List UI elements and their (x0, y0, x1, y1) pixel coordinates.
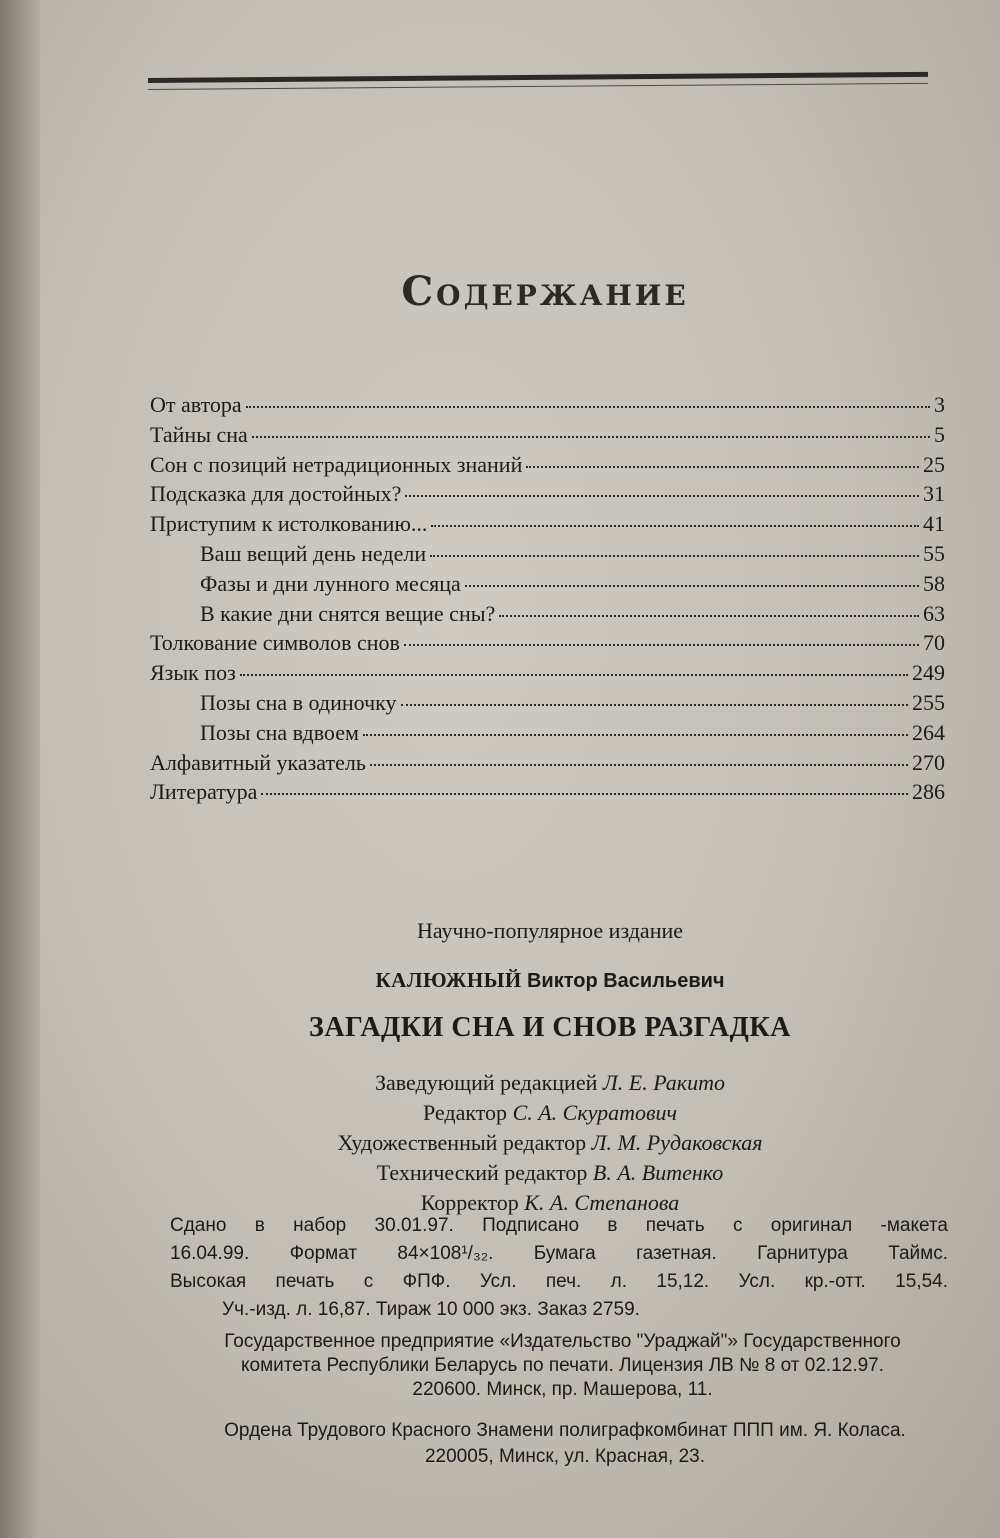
toc-leader-dots (240, 674, 908, 676)
author-given-names: Виктор Васильевич (526, 970, 725, 992)
toc-entry-page: 70 (923, 630, 945, 656)
toc-entry-page: 270 (912, 749, 945, 775)
publisher-line: 220600. Минск, пр. Машерова, 11. (412, 1379, 713, 1400)
toc-entry-page: 41 (923, 511, 945, 537)
toc-entry (150, 481, 945, 511)
toc-entry (150, 392, 945, 422)
toc-entry-title: От автора (150, 392, 242, 417)
toc-entry-title: Алфавитный указатель (150, 749, 366, 775)
toc-leader-dots (430, 555, 919, 557)
credit-role: Технический редактор (376, 1160, 588, 1185)
toc-entry-title: Литература (150, 779, 258, 805)
toc-entry (150, 422, 945, 452)
toc-entry-page: 264 (912, 719, 945, 745)
toc-leader-dots (252, 436, 930, 438)
toc-entry-title: Сон с позиций нетрадиционных знаний (150, 451, 523, 477)
toc-entry-title: Позы сна вдвоем (200, 719, 359, 745)
editorial-credits (150, 1068, 950, 1218)
credit-line (150, 1098, 950, 1128)
credit-name: В. А. Витенко (592, 1160, 724, 1185)
toc-entry-page: 286 (912, 779, 945, 805)
toc-entry-title: Фазы и дни лунного месяца (200, 570, 461, 596)
publisher-info (170, 1330, 955, 1402)
toc-entry (150, 630, 945, 660)
credit-role: Художественный редактор (337, 1130, 587, 1155)
printer-line: 220005, Минск, ул. Красная, 23. (424, 1446, 705, 1467)
spec-line: Уч.-изд. л. 16,87. Тираж 10 000 экз. Заказ 2759. (222, 1299, 640, 1320)
toc-entry (150, 511, 945, 541)
toc-entry-page: 58 (923, 570, 945, 596)
toc-leader-dots (363, 734, 908, 736)
top-rule-thin (148, 83, 928, 90)
toc-entry (150, 660, 945, 690)
toc-entry (150, 452, 945, 482)
toc-entry-page: 63 (923, 600, 945, 626)
edition-genre: Научно-популярное издание (416, 918, 684, 943)
page-gutter-shadow (0, 0, 40, 1538)
spec-line: 16.04.99. Формат 84×108¹/₃₂. Бумага газетная. Гарнитура Таймс. (170, 1243, 948, 1264)
toc-entry-page: 31 (923, 481, 945, 507)
author-name (150, 968, 950, 993)
toc-entry-title: Подсказка для достойных? (150, 481, 402, 507)
toc-leader-dots (405, 495, 919, 497)
table-of-contents (150, 392, 945, 809)
credit-line (150, 1068, 950, 1098)
toc-entry (150, 750, 945, 780)
toc-subentry (150, 601, 945, 631)
publisher-line: Государственное предприятие «Издательство "Ураджай"» Государственного (224, 1331, 901, 1352)
toc-leader-dots (465, 585, 919, 587)
credit-role: Корректор (420, 1190, 519, 1215)
toc-leader-dots (404, 644, 919, 646)
credit-name: Л. Е. Ракито (602, 1070, 725, 1095)
credit-role: Редактор (422, 1100, 508, 1125)
credit-role: Заведующий редакцией (375, 1070, 598, 1095)
printer-line: Ордена Трудового Красного Знамени полиграфкомбинат ППП им. Я. Коласа. (224, 1420, 906, 1441)
spec-line: Высокая печать с ФПФ. Усл. печ. л. 15,12. Усл. кр.-отт. 15,54. (170, 1271, 948, 1292)
toc-entry-title: В какие дни снятся вещие сны? (200, 600, 496, 626)
toc-subentry (150, 720, 945, 750)
toc-leader-dots (526, 466, 919, 468)
spec-line: Сдано в набор 30.01.97. Подписано в печать с оригинал -макета (170, 1215, 948, 1236)
toc-entry (150, 779, 945, 809)
credit-name: Л. М. Рудаковская (591, 1130, 763, 1155)
toc-leader-dots (370, 764, 908, 766)
toc-entry-title: Позы сна в одиночку (200, 689, 397, 715)
toc-leader-dots (246, 406, 930, 408)
print-specifications (170, 1212, 948, 1324)
toc-leader-dots (499, 615, 919, 617)
credit-line (150, 1128, 950, 1158)
toc-subentry (150, 690, 945, 720)
toc-leader-dots (401, 704, 908, 706)
book-title: ЗАГАДКИ СНА И СНОВ РАЗГАДКА (309, 1012, 791, 1043)
printer-info (170, 1418, 960, 1470)
toc-leader-dots (431, 525, 919, 527)
toc-entry-page: 55 (923, 540, 945, 566)
toc-entry-title: Толкование символов снов (150, 630, 400, 656)
toc-entry-title: Ваш вещий день недели (200, 540, 427, 566)
toc-entry-title: Язык поз (150, 660, 236, 686)
author-surname: КАЛЮЖНЫЙ (375, 968, 522, 992)
top-rule (148, 72, 928, 83)
toc-entry-page: 3 (934, 392, 945, 417)
toc-entry-title: Приступим к истолкованию... (150, 511, 428, 537)
toc-leader-dots (261, 793, 908, 795)
contents-heading: Содержание (401, 268, 689, 315)
toc-entry-title: Тайны сна (150, 421, 248, 447)
toc-subentry (150, 571, 945, 601)
toc-entry-page: 25 (923, 451, 945, 477)
credit-name: С. А. Скуратович (512, 1100, 678, 1125)
publisher-line: комитета Республики Беларусь по печати. Лицензия ЛВ № 8 от 02.12.97. (240, 1355, 885, 1376)
toc-entry-page: 249 (912, 660, 945, 686)
toc-entry-page: 5 (934, 421, 945, 447)
toc-subentry (150, 541, 945, 571)
toc-entry-page: 255 (912, 689, 945, 715)
credit-line (150, 1158, 950, 1188)
credit-name: К. А. Степанова (524, 1190, 680, 1215)
